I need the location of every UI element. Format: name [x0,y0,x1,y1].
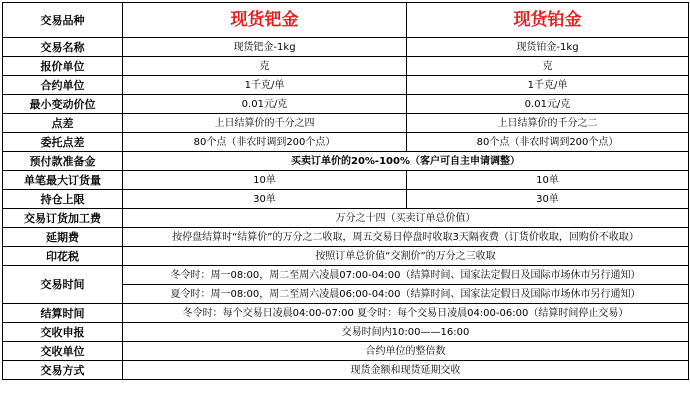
cell-palladium: 现货钯金-1kg [123,38,407,57]
cell-platinum: 0.01元/克 [407,95,689,114]
cell-platinum: 上日结算价的千分之二 [407,114,689,133]
cell-shared: 按停盘结算时“结算价”的万分之二收取，周五交易日停盘时收取3天隔夜费（订货价收取，回购价不收取） [123,228,689,247]
cell-platinum: 现货铂金-1kg [407,38,689,57]
product-title-platinum: 现货铂金 [407,3,689,38]
cell-palladium: 克 [123,57,407,76]
cell-shared: 合约单位的整倍数 [123,342,689,361]
table-row [3,114,689,133]
row-label: 预付款准备金 [3,152,123,171]
row-label: 单笔最大订货量 [3,171,123,190]
cell-platinum: 10单 [407,171,689,190]
cell-palladium: 上日结算价的千分之四 [123,114,407,133]
row-label: 交易订货加工费 [3,209,123,228]
cell-palladium: 10单 [123,171,407,190]
cell-platinum: 克 [407,57,689,76]
row-label: 结算时间 [3,304,123,323]
row-label: 点差 [3,114,123,133]
cell-shared: 按照订单总价值“交割价”的万分之三收取 [123,247,689,266]
cell-shared: 买卖订单价的20%-100%（客户可自主申请调整） [123,152,689,171]
row-label: 最小变动价位 [3,95,123,114]
header-row [3,3,689,38]
table-row [3,209,689,228]
row-label: 报价单位 [3,57,123,76]
table-row [3,323,689,342]
product-title-palladium: 现货钯金 [123,3,407,38]
table-row [3,152,689,171]
table-row [3,38,689,57]
row-label: 交收单位 [3,342,123,361]
row-label: 延期费 [3,228,123,247]
row-label: 交收申报 [3,323,123,342]
table-row [3,57,689,76]
cell-shared: 万分之十四（买卖订单总价值） [123,209,689,228]
row-label: 交易时间 [3,266,123,304]
cell-shared: 现货金额和现货延期交收 [123,361,689,380]
cell-summer-hours: 夏令时：周一08:00，周二至周六凌晨06:00-04:00（结算时间、国家法定假日及国际市场休市另行通知） [123,285,689,304]
table-row [3,95,689,114]
cell-platinum: 30单 [407,190,689,209]
cell-palladium: 30单 [123,190,407,209]
row-label: 委托点差 [3,133,123,152]
table-row [3,133,689,152]
cell-palladium: 0.01元/克 [123,95,407,114]
table-row [3,76,689,95]
table-row [3,361,689,380]
cell-palladium: 1千克/单 [123,76,407,95]
row-label: 印花税 [3,247,123,266]
table-row [3,190,689,209]
cell-platinum: 1千克/单 [407,76,689,95]
row-label: 持仓上限 [3,190,123,209]
table-row [3,266,689,285]
table-row [3,228,689,247]
cell-winter-hours: 冬令时：周一08:00，周二至周六凌晨07:00-04:00（结算时间、国家法定假日及国际市场休市另行通知） [123,266,689,285]
row-label: 交易方式 [3,361,123,380]
table-row [3,247,689,266]
cell-palladium: 80个点（非农时调到200个点） [123,133,407,152]
row-label: 合约单位 [3,76,123,95]
header-label: 交易品种 [3,3,123,38]
cell-shared: 交易时间内10:00——16:00 [123,323,689,342]
table-row [3,342,689,361]
row-label: 交易名称 [3,38,123,57]
table-row [3,304,689,323]
cell-platinum: 80个点（非农时调到200个点） [407,133,689,152]
table-row [3,171,689,190]
spec-table-wrapper [2,2,689,380]
cell-shared: 冬令时：每个交易日凌晨04:00-07:00 夏令时：每个交易日凌晨04:00-06:00（结算时间停止交易） [123,304,689,323]
trading-spec-table [2,2,689,380]
